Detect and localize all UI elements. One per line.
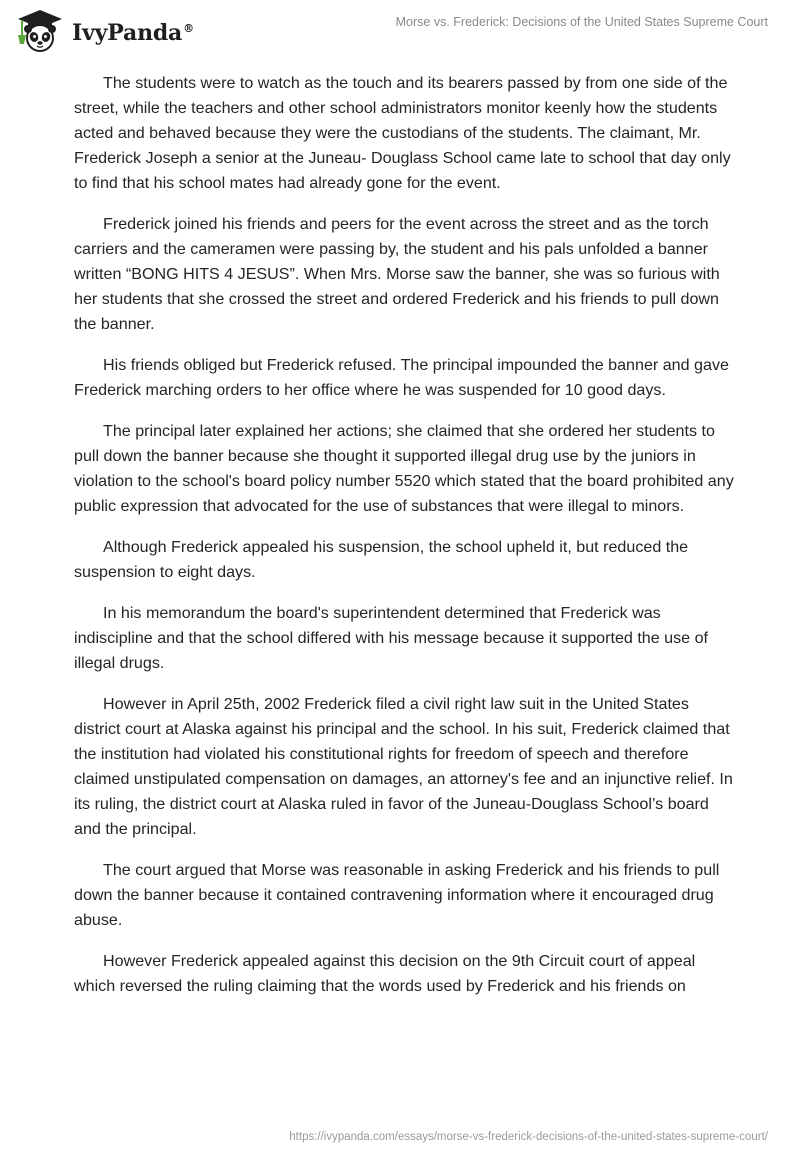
source-url-link[interactable]: https://ivypanda.com/essays/morse-vs-frederick-decisions-of-the-united-states-supreme-court/ [289,1131,768,1143]
paragraph: The court argued that Morse was reasonable in asking Frederick and his friends to pull down the banner because it contained contravening information where it encouraged drug abuse. [74,861,720,929]
paragraph: His friends obliged but Frederick refused. The principal impounded the banner and gave Frederick marching orders to her office where he was suspended for 10 good days. [74,356,729,399]
page-header [0,0,800,60]
paragraph: Frederick joined his friends and peers for the event across the street and as the torch carriers and the cameramen were passing by, the student and his pals unfolded a banner written “BONG HITS 4 JESUS”. When Mrs. Morse saw the banner, she was so furious with her students that she crossed the street and ordered Frederick and his friends to pull down the banner. [74,215,720,333]
document-title: Morse vs. Frederick: Decisions of the United States Supreme Court [395,15,768,29]
brand-name: IvyPanda® [72,20,194,46]
paragraph: However Frederick appealed against this decision on the 9th Circuit court of appeal which reversed the ruling claiming that the words used by Frederick and his friends on [74,952,696,995]
essay-body [74,71,734,1015]
paragraph: The students were to watch as the touch and its bearers passed by from one side of the street, while the teachers and other school administrators monitor keenly how the students acted and behaved because they were the custodians of the students. The claimant, Mr. Frederick Joseph a senior at the Juneau- Douglass School came late to school that day only to find that his school mates had already gone for the event. [74,74,731,192]
brand-logo[interactable] [14,8,194,54]
registered-mark: ® [183,21,194,35]
paragraph: However in April 25th, 2002 Frederick filed a civil right law suit in the United States district court at Alaska against his principal and the school. In his suit, Frederick claimed that the institution had violated his constitutional rights for freedom of speech and therefore claimed unstipulated compensation on damages, an attorney's fee and an injunctive relief. In its ruling, the district court at Alaska ruled in favor of the Juneau-Douglass School’s board and the principal. [74,695,733,838]
paragraph: In his memorandum the board's superintendent determined that Frederick was indiscipline and that the school differed with his message because it supported the use of illegal drugs. [74,604,709,672]
panda-graduation-cap-logo-icon [14,8,66,54]
paragraph: Although Frederick appealed his suspension, the school upheld it, but reduced the suspension to eight days. [74,538,689,581]
paragraph: The principal later explained her actions; she claimed that she ordered her students to pull down the banner because she thought it supported illegal drug use by the juniors in violation to the school's board policy number 5520 which stated that the board prohibited any public expression that advocated for the use of substances that were illegal to minors. [74,422,734,515]
